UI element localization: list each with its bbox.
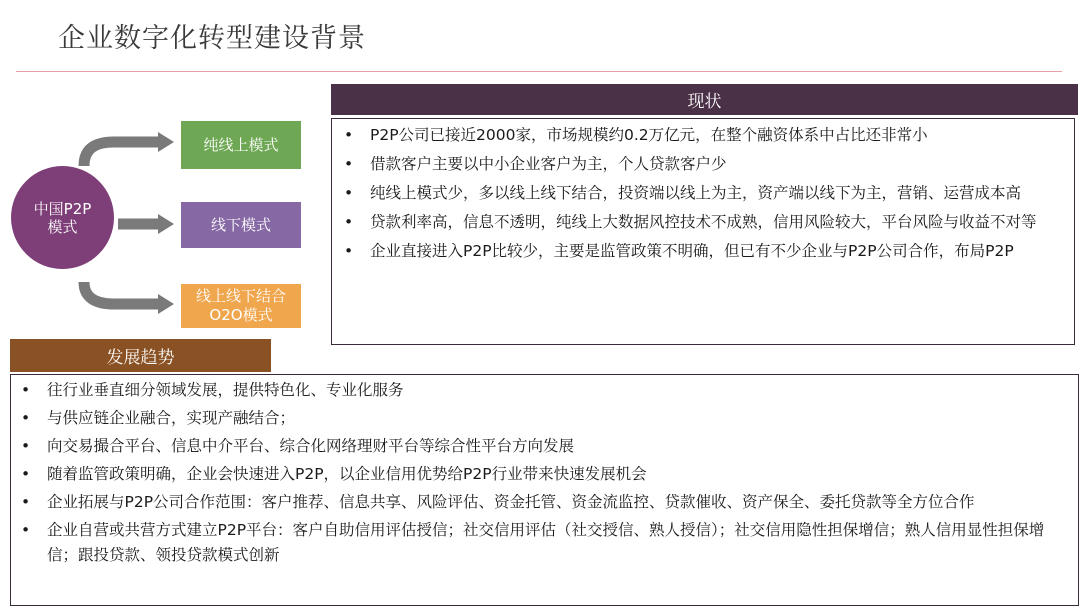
arrowhead-icon [158, 294, 174, 314]
status-item: • P2P公司已接近2000家，市场规模约0.2万亿元，在整个融资体系中占比还非常小 [370, 123, 1066, 148]
arrowhead-icon [158, 132, 174, 152]
trend-item: • 企业拓展与P2P公司合作范围：客户推荐、信息共享、风险评估、资金托管、资金流监控、贷款催收、资产保全、委托贷款等全方位合作 [47, 490, 1070, 515]
arrow-up-right-icon [84, 142, 162, 166]
title-divider [16, 71, 1062, 72]
page-title: 企业数字化转型建设背景 [58, 23, 366, 54]
trends-heading: 发展趋势 [10, 339, 271, 372]
trend-item: • 与供应链企业融合，实现产融结合； [47, 406, 1070, 431]
trend-item: • 企业自营或共营方式建立P2P平台：客户自助信用评估授信；社交信用评估（社交授信、熟人授信）；社交信用隐性担保增信；熟人信用显性担保增信；跟投贷款、领投贷款模式创新 [47, 518, 1070, 568]
status-panel [331, 118, 1075, 345]
arrow-down-right-icon [84, 282, 162, 304]
status-item: • 借款客户主要以中小企业客户为主，个人贷款客户少 [370, 152, 1066, 177]
trends-list [11, 375, 1078, 568]
china-p2p-model-circle [11, 166, 114, 269]
status-item: • 贷款利率高，信息不透明，纯线上大数据风控技术不成熟，信用风险较大，平台风险与收益不对等 [370, 210, 1066, 235]
trend-item: • 随着监管政策明确，企业会快速进入P2P，以企业信用优势给P2P行业带来快速发展机会 [47, 462, 1070, 487]
status-item: • 纯线上模式少，多以线上线下结合，投资端以线上为主，资产端以线下为主，营销、运营成本高 [370, 181, 1066, 206]
mode-offline: 线下模式 [181, 202, 301, 248]
status-item: • 企业直接进入P2P比较少，主要是监管政策不明确，但已有不少企业与P2P公司合作，布局P2P [370, 239, 1066, 264]
trends-panel [10, 374, 1079, 606]
trend-item: • 向交易撮合平台、信息中介平台、综合化网络理财平台等综合性平台方向发展 [47, 434, 1070, 459]
status-heading: 现状 [331, 84, 1078, 115]
center-label: 中国P2P模式 [33, 199, 92, 236]
mode-online-only: 纯线上模式 [181, 121, 301, 169]
arrowhead-icon [158, 214, 174, 234]
trend-item: • 往行业垂直细分领域发展，提供特色化、专业化服务 [47, 378, 1070, 403]
mode-o2o: 线上线下结合O2O模式 [181, 284, 301, 328]
status-list [332, 119, 1074, 264]
